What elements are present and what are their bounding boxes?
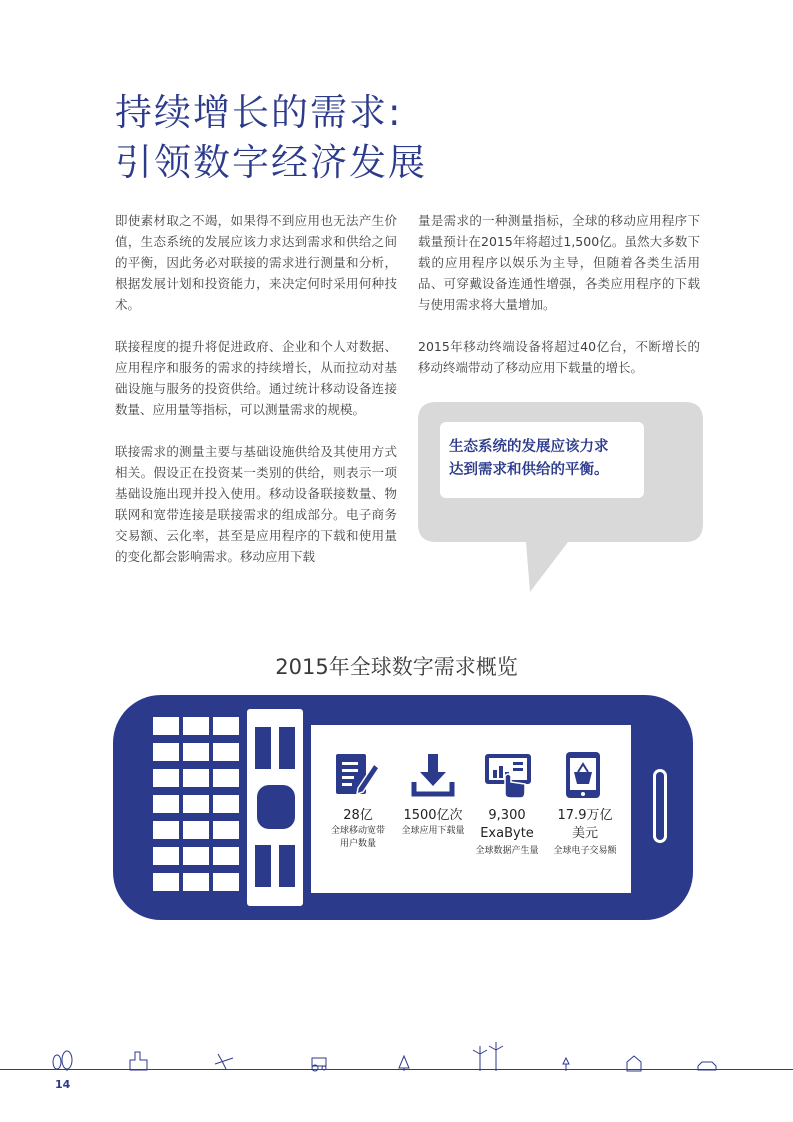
speech-bubble-icon <box>418 402 703 592</box>
pull-quote-line-1: 生态系统的发展应该力求 <box>449 439 609 455</box>
factory-icon <box>130 1052 147 1070</box>
stat-value-unit: ExaByte <box>480 826 534 841</box>
paragraph: 联接需求的测量主要与基础设施供给及其使用方式相关。假设正在投资某一类别的供给，则表示一项基础设施出现并投入使用。移动设备联接数量、物联网和宽带连接是联接需求的组成部分。电子商务交易额、云化率，甚至是应用程序的下载和使用量的变化都会影响需求。移动应用下载 <box>115 444 397 564</box>
stat-label: 全球应用下载量 <box>401 826 465 836</box>
stat-label: 用户数量 <box>339 839 376 849</box>
paragraph: 即使素材取之不竭，如果得不到应用也无法产生价值，生态系统的发展应该力求达到需求和供给之间的平衡，因此务必对联接的需求进行测量和分析，根据发展计划和投资能力，来决定何时采用何种技术。 <box>115 213 397 312</box>
paragraph: 量是需求的一种测量指标，全球的移动应用程序下载量预计在2015年将超过1,500亿。虽然大多数下载的应用程序以娱乐为主导，但随着各类生活用品、可穿戴设备连通性增强，各类应用程序的下载与使用需求将大量增加。 <box>418 213 700 312</box>
tree-icon <box>53 1051 72 1071</box>
footer-divider <box>0 1069 793 1070</box>
stat-value: 28亿 <box>343 808 373 823</box>
left-text-column <box>115 210 397 588</box>
wind-turbine-icon <box>473 1042 503 1071</box>
paragraph: 联接程度的提升将促进政府、企业和个人对数据、应用程序和服务的需求的持续增长，从而拉动对基础设施与服务的投资供给。通过统计移动设备连接数量、应用量等指标，可以测量需求的规模。 <box>115 339 397 417</box>
pull-quote-line-2: 达到需求和供给的平衡。 <box>449 462 609 478</box>
stat-value: 1500亿次 <box>403 808 463 823</box>
touch-screen-chart-icon <box>483 750 533 800</box>
stat-label: 全球数据产生量 <box>475 846 539 856</box>
page-title-line-1: 持续增长的需求: <box>115 91 403 134</box>
stat-value-unit: 美元 <box>571 826 598 841</box>
overview-title: 2015年全球数字需求概览 <box>275 655 518 679</box>
paragraph: 2015年移动终端设备将超过40亿台，不断增长的移动终端带动了移动应用下载量的增长。 <box>418 339 700 375</box>
stat-value: 17.9万亿 <box>557 808 613 823</box>
page-title-line-2: 引领数字经济发展 <box>115 141 427 184</box>
download-icon <box>408 750 458 800</box>
document-edit-icon <box>330 750 380 800</box>
stat-label: 全球移动宽带 <box>330 826 385 836</box>
stat-label: 全球电子交易额 <box>553 846 617 856</box>
airplane-icon <box>215 1054 233 1069</box>
page-number: 14 <box>55 1078 71 1091</box>
stat-value: 9,300 <box>488 808 526 823</box>
right-text-column <box>418 210 700 399</box>
shopping-basket-tablet-icon <box>560 750 610 800</box>
page-title <box>115 88 427 188</box>
pull-quote <box>449 436 639 482</box>
